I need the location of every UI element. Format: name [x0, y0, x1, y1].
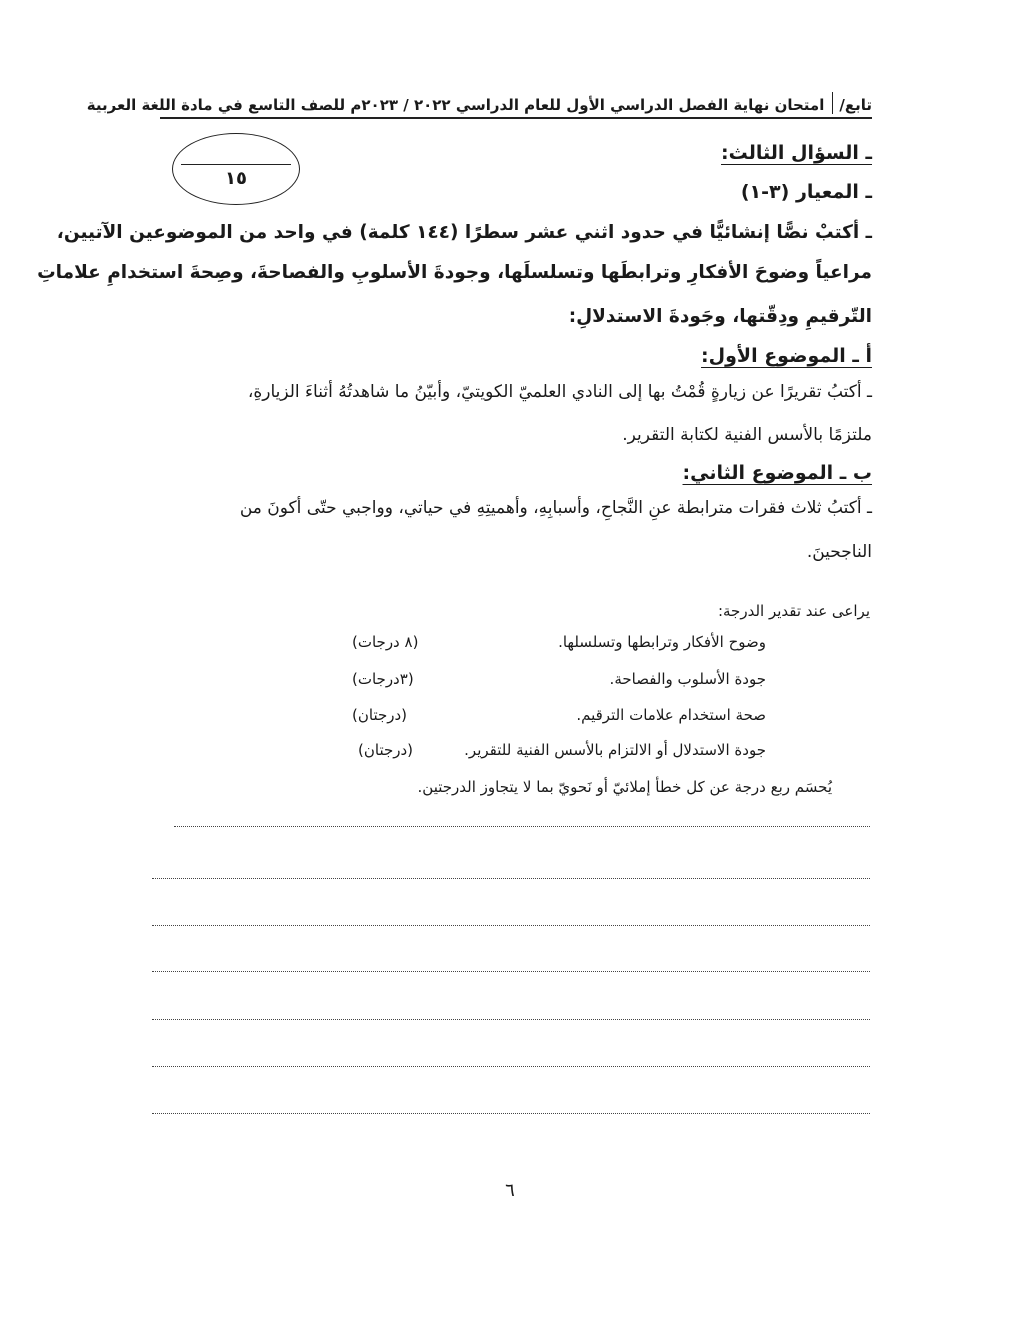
criterion-marks: (٣درجات) — [352, 670, 414, 688]
topic-1-line: ـ أكتبُ تقريرًا عن زيارةٍ قُمْتُ بها إلى النادي العلميّ الكويتيّ، وأبيّنُ ما شاهدتُهُ أثناءَ الزيارةِ، — [247, 382, 872, 402]
prompt-line: التّرقيمِ ودِقّتها، وجَودةَ الاستدلالِ: — [568, 306, 872, 327]
prompt-line: ـ أكتبْ نصًّا إنشائيًّا في حدود اثني عشر سطرًا (١٤٤ كلمة) في واحد من الموضوعين الآتيين، — [56, 222, 872, 243]
grading-deduction: يُحسَم ربع درجة عن كل خطأ إملائيّ أو نَحويّ بما لا يتجاوز الدرجتين. — [417, 778, 832, 796]
criterion-label: جودة الاستدلال أو الالتزام بالأسس الفنية للتقرير. — [464, 741, 766, 759]
topic-1-line: ملتزمًا بالأسس الفنية لكتابة التقرير. — [622, 425, 872, 445]
topic-2-heading: ب ـ الموضوع الثاني: — [682, 462, 872, 484]
criterion-label: وضوح الأفكار وترابطها وتسلسلها. — [558, 633, 766, 651]
criterion-marks: (٨ درجات) — [352, 633, 419, 651]
header-prefix: تابع/ — [839, 96, 872, 114]
question-heading: ـ السؤال الثالث: — [721, 142, 872, 164]
topic-1-heading: أ ـ الموضوع الأول: — [701, 345, 872, 367]
header-title: امتحان نهاية الفصل الدراسي الأول للعام الدراسي ٢٠٢٢ / ٢٠٢٣م للصف التاسع في مادة اللغة العربية — [86, 96, 825, 114]
score-total: ١٥ — [225, 168, 247, 189]
topic-2-line: ـ أكتبُ ثلاث فقرات مترابطة عنِ النَّجاحِ، وأسبابِهِ، وأهميتِهِ في حياتي، وواجبي حتّى أكونَ من — [239, 498, 872, 518]
answer-line[interactable] — [152, 971, 870, 972]
criterion-label: جودة الأسلوب والفصاحة. — [609, 670, 766, 688]
answer-line[interactable] — [152, 1066, 870, 1067]
grading-title: يراعى عند تقدير الدرجة: — [717, 602, 870, 620]
criterion-marks: (درجتان) — [358, 741, 414, 759]
page-number: ٦ — [505, 1180, 515, 1201]
criterion-label: صحة استخدام علامات الترقيم. — [576, 706, 766, 724]
answer-line[interactable] — [152, 1019, 870, 1020]
topic-2-line: الناجحينَ. — [806, 542, 872, 562]
prompt-line: مراعياً وضوحَ الأفكارِ وترابطَها وتسلسلَها، وجودةَ الأسلوبِ والفصاحةَ، وصِحةَ استخدامِ علاماتِ — [37, 262, 872, 283]
answer-area[interactable] — [152, 0, 870, 1320]
answer-line[interactable] — [152, 1113, 870, 1114]
answer-line[interactable] — [152, 878, 870, 879]
criterion-marks: (درجتان) — [352, 706, 408, 724]
question-standard: ـ المعيار (٣-١) — [740, 181, 872, 203]
answer-line[interactable] — [174, 826, 870, 827]
answer-line[interactable] — [152, 925, 870, 926]
